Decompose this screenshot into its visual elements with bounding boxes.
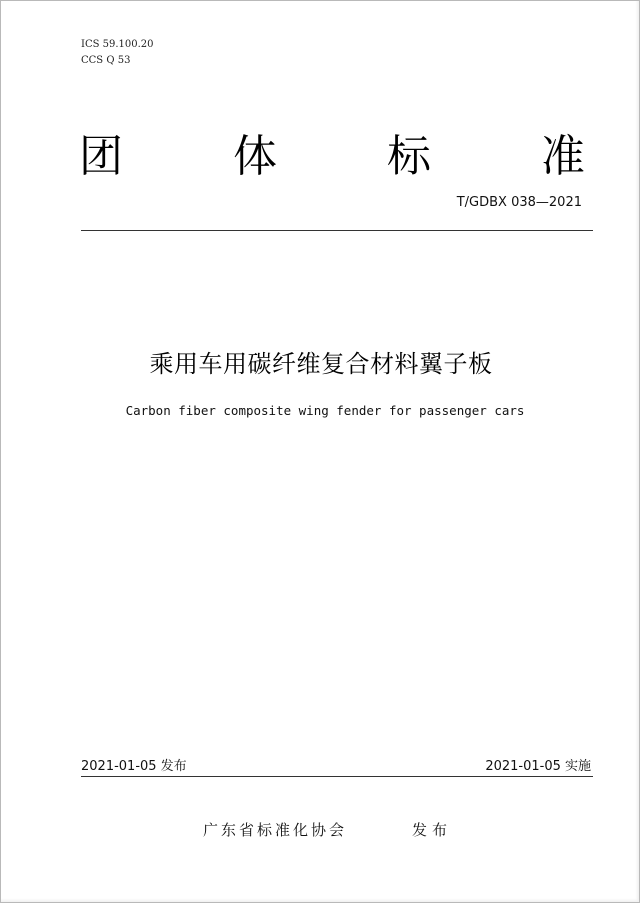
standard-number: T/GDBX 038—2021: [456, 195, 582, 210]
heading-char-2: 体: [233, 131, 277, 182]
chinese-title: 乘用车用碳纤维复合材料翼子板: [149, 350, 493, 378]
issue-date: 2021-01-05 发布: [81, 759, 187, 774]
publisher-name: 广东省标准化协会: [203, 821, 348, 839]
ccs-code: CCS Q 53: [81, 55, 131, 66]
ics-code: ICS 59.100.20: [81, 39, 154, 50]
publish-label: 发布: [412, 821, 453, 839]
bottom-divider: [81, 776, 593, 777]
implementation-date: 2021-01-05 实施: [485, 759, 591, 774]
heading-char-3: 标: [387, 131, 431, 182]
document-type-heading: [79, 129, 585, 185]
heading-char-1: 团: [79, 131, 123, 182]
english-title: Carbon fiber composite wing fender for passenger cars: [125, 403, 525, 418]
top-divider: [81, 230, 593, 231]
classification-codes: [81, 37, 154, 69]
heading-char-4: 准: [541, 131, 585, 182]
